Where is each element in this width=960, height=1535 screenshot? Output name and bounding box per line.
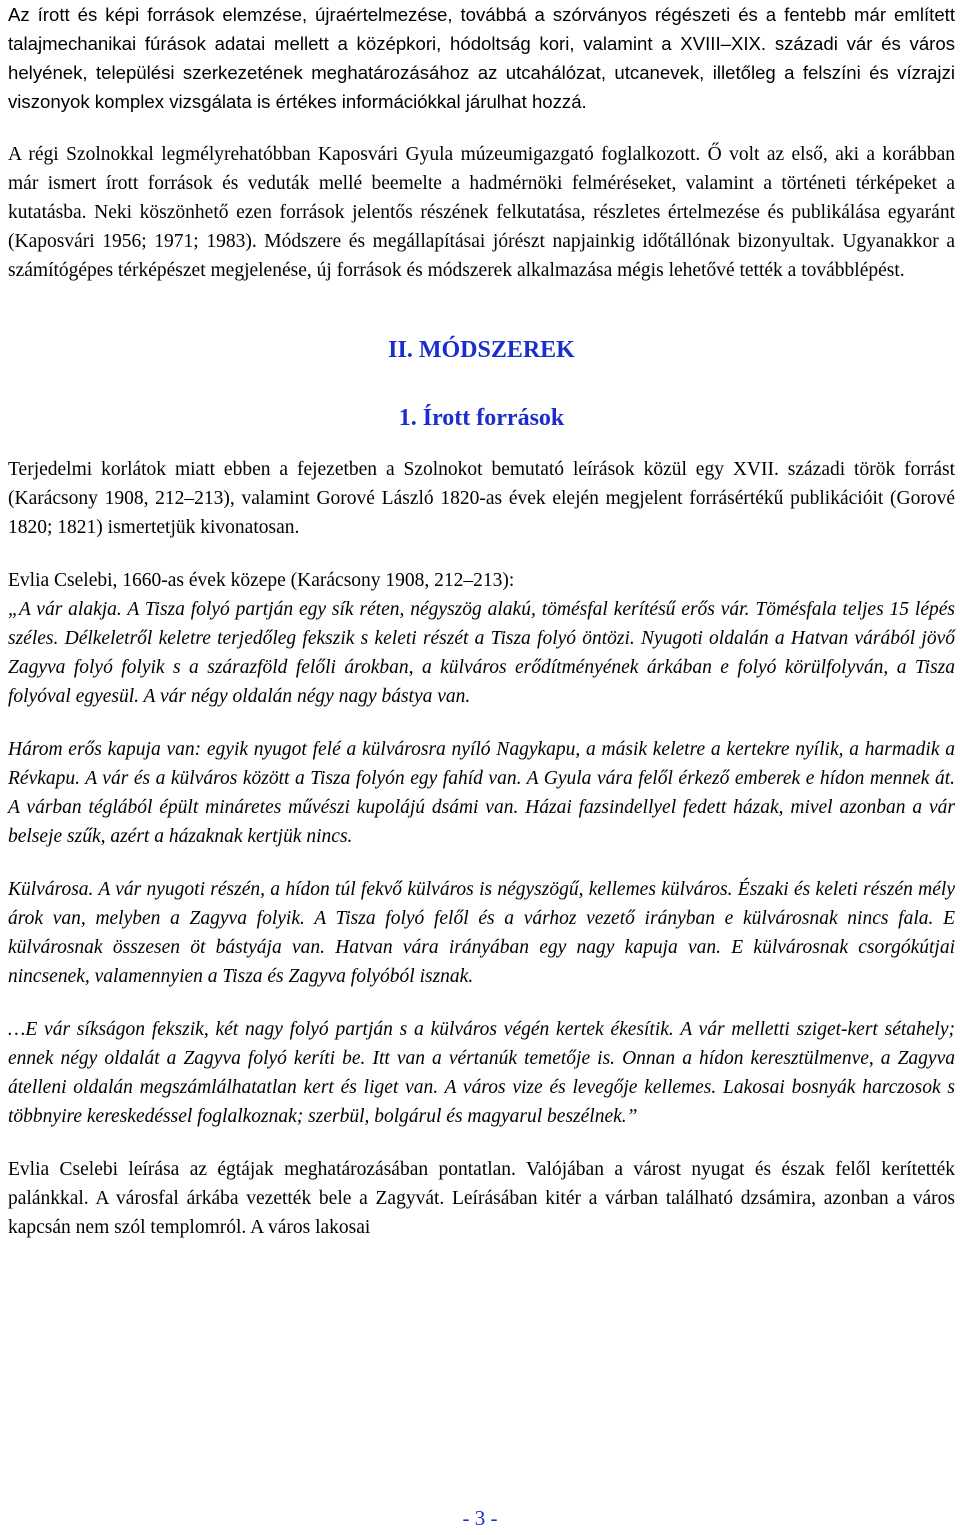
quote-paragraph-4: …E vár síkságon fekszik, két nagy folyó partján s a külváros végén kertek ékesítik. A vár melletti sziget-kert sétahely; ennek négy oldalát a Zagyva folyó keríti be. Itt van a vértanúk temetője is. Onnan a hídon keresztülmenve, a Zagyva átelleni oldalán megszámlálhatatlan kert és liget van. A város vize és levegője kellemes. Lakosai bosnyák harczosok s többnyire kereskedéssel foglalkoznak; szerbül, bolgárul és magyarul beszélnek.” [8, 1019, 955, 1127]
quote-paragraph-1: „A vár alakja. A Tisza folyó partján egy sík réten, négyszög alakú, tömésfal kerítésű erős vár. Tömésfala teljes 15 lépés széles. Délkeletről keletre terjedőleg fekszik s keleti részét a Tisza folyó öntözi. Nyugoti oldalán a Hatvan várából jövő Zagyva folyó folyik s a szárazföld felőli árokban, a külváros erődítményének árkában e folyó körülfolyván, a Tisza folyóval egyesül. A vár négy oldalán négy nagy bástya van. [8, 599, 955, 707]
analysis-paragraph: Evlia Cselebi leírása az égtájak meghatározásában pontatlan. Valójában a várost nyugat és észak felől kerítették palánkkal. A városfal árkába vezették bele a Zagyvát. Leírásában kitér a várban található dzsámira, azonban a város kapcsán nem szól templomról. A város lakosai [8, 1159, 955, 1238]
quote-intro: Evlia Cselebi, 1660-as évek közepe (Karácsony 1908, 212–213): [8, 570, 515, 591]
subsection-heading: 1. Írott források [398, 405, 565, 431]
kaposvari-paragraph: A régi Szolnokkal legmélyrehatóbban Kaposvári Gyula múzeumigazgató foglalkozott. Ő volt az első, aki a korábban már ismert írott források és veduták mellé beemelte a hadmérnöki felméréseket, valamint a történeti térképeket a kutatásba. Neki köszönhető ezen források jelentős részének felkutatása, részletes értelmezése és publikálása egyaránt (Kaposvári 1956; 1971; 1983). Módszere és megállapításai jórészt napjainkig időtállónak bizonyultak. Ugyanakkor a számítógépes térképészet megjelenése, új források és módszerek alkalmazása mégis lehetővé tették a továbblépést. [8, 144, 955, 281]
document-page [8, 0, 955, 1242]
quote-paragraph-2: Három erős kapuja van: egyik nyugot felé a külvárosra nyíló Nagykapu, a másik keletre a kertekre nyílik, a harmadik a Révkapu. A vár és a külváros között a Tisza folyón egy fahíd van. A Gyula vára felől érkező emberek e hídon mennek át. A várban téglából épült mináretes művészi kupolájú dsámi van. Házai fazsindellyel fedett házak, mivel azonban a vár belseje szűk, azért a házaknak kertjük nincs. [8, 739, 955, 847]
intro-paragraph: Az írott és képi források elemzése, újraértelmezése, továbbá a szórványos régészeti és a fentebb már említett talajmechanikai fúrások adatai mellett a középkori, hódoltság kori, valamint a XVIII–XIX. századi vár és város helyének, települési szerkezetének meghatározásához az utcahálózat, utcanevek, illetőleg a felszíni és vízrajzi viszonyok komplex vizsgálata is értékes információkkal járulhat hozzá. [8, 4, 955, 112]
page-number: - 3 - [462, 1506, 498, 1530]
sources-paragraph: Terjedelmi korlátok miatt ebben a fejezetben a Szolnokot bemutató leírások közül egy XVII. századi török forrást (Karácsony 1908, 212–213), valamint Gorové László 1820-as évek elején megjelent forrásértékű publikációit (Gorové 1820; 1821) ismertetjük kivonatosan. [8, 459, 955, 538]
quote-paragraph-3: Külvárosa. A vár nyugoti részén, a hídon túl fekvő külváros is négyszögű, kellemes külváros. Északi és keleti részén mély árok van, melyben a Zagyva folyik. A Tisza folyó felől és a várhoz vezető irányban e külvárosnak nincs fala. E külvárosnak összesen öt bástyája van. Hatvan vára irányában egy nagy kapuja van. E külvárosnak csorgókútjai nincsenek, valamennyien a Tisza és Zagyva folyóból isznak. [8, 879, 955, 987]
section-heading: II. MÓDSZEREK [388, 337, 575, 363]
